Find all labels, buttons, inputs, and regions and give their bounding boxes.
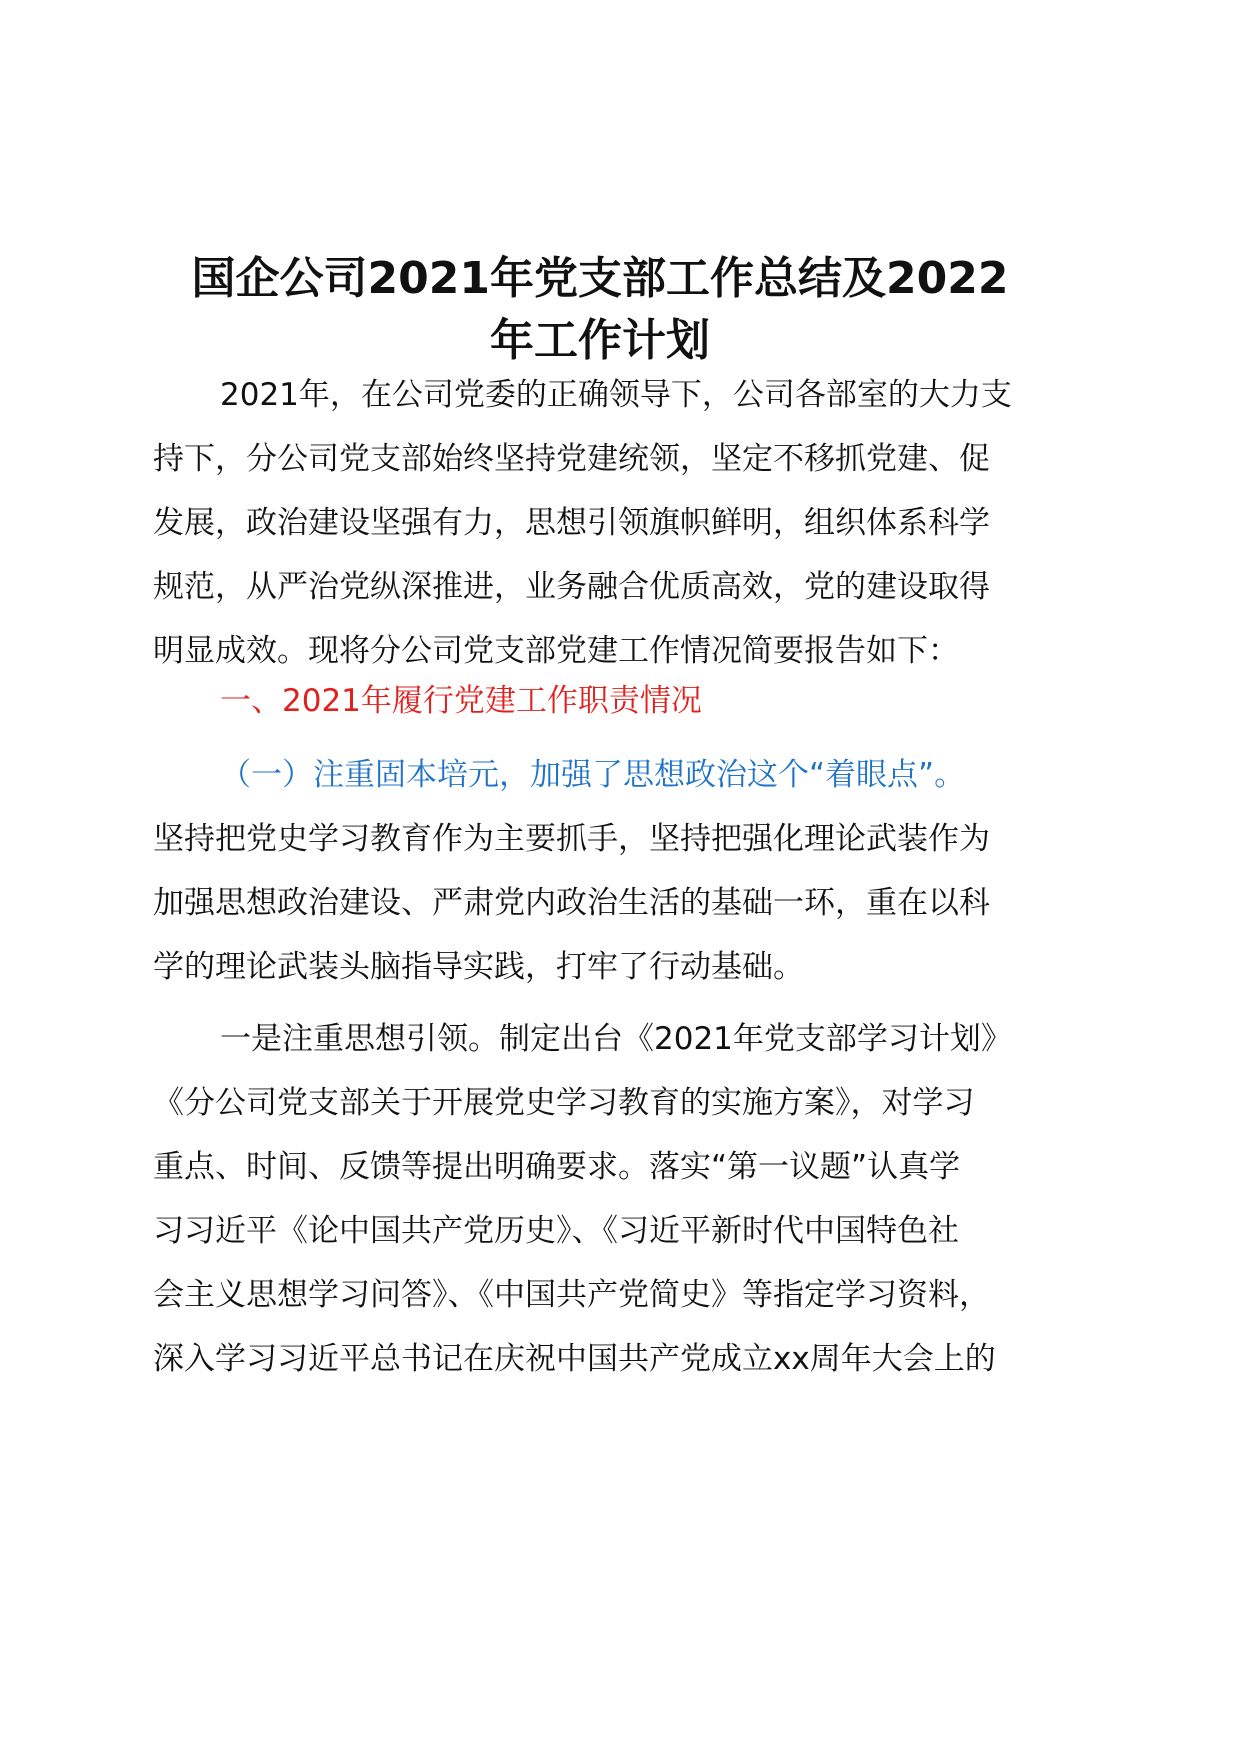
paragraph-line: 发展，政治建设坚强有力，思想引领旗帜鲜明，组织体系科学	[153, 505, 990, 541]
subsection-paragraph	[153, 743, 1103, 999]
paragraph-line: 明显成效。现将分公司党支部党建工作情况简要报告如下：	[153, 633, 959, 669]
paragraph-line: 习习近平《论中国共产党历史》、《习近平新时代中国特色社	[153, 1213, 959, 1249]
paragraph-line: 规范，从严治党纵深推进，业务融合优质高效，党的建设取得	[153, 569, 990, 605]
paragraph-line: 学的理论武装头脑指导实践，打牢了行动基础。	[153, 949, 804, 985]
title-line-1: 国企公司2021年党支部工作总结及2022	[191, 253, 1009, 304]
paragraph-line: 坚持把党史学习教育作为主要抓手，坚持把强化理论武装作为	[153, 821, 990, 857]
section-heading	[153, 669, 1103, 733]
paragraph-line: 《分公司党支部关于开展党史学习教育的实施方案》，对学习	[153, 1085, 975, 1121]
paragraph-line: 2021年，在公司党委的正确领导下，公司各部室的大力支	[220, 377, 1012, 413]
paragraph-line: 持下，分公司党支部始终坚持党建统领，坚定不移抓党建、促	[153, 441, 990, 477]
paragraph-thought-guidance	[153, 1007, 1103, 1391]
document-title	[150, 248, 1050, 372]
subheading-text: （一）注重固本培元，加强了思想政治这个“着眼点”。	[220, 757, 966, 793]
paragraph-line: 一是注重思想引领。制定出台《2021年党支部学习计划》	[220, 1021, 1012, 1057]
paragraph-line: 加强思想政治建设、严肃党内政治生活的基础一环，重在以科	[153, 885, 990, 921]
intro-paragraph	[153, 363, 1103, 683]
section-heading-text: 一、2021年履行党建工作职责情况	[220, 683, 702, 719]
paragraph-line: 深入学习习近平总书记在庆祝中国共产党成立xx周年大会上的	[153, 1341, 996, 1377]
paragraph-line: 会主义思想学习问答》、《中国共产党简史》等指定学习资料，	[153, 1277, 990, 1313]
title-line-2: 年工作计划	[490, 315, 710, 366]
paragraph-line: 重点、时间、反馈等提出明确要求。落实“第一议题”认真学	[153, 1149, 961, 1185]
